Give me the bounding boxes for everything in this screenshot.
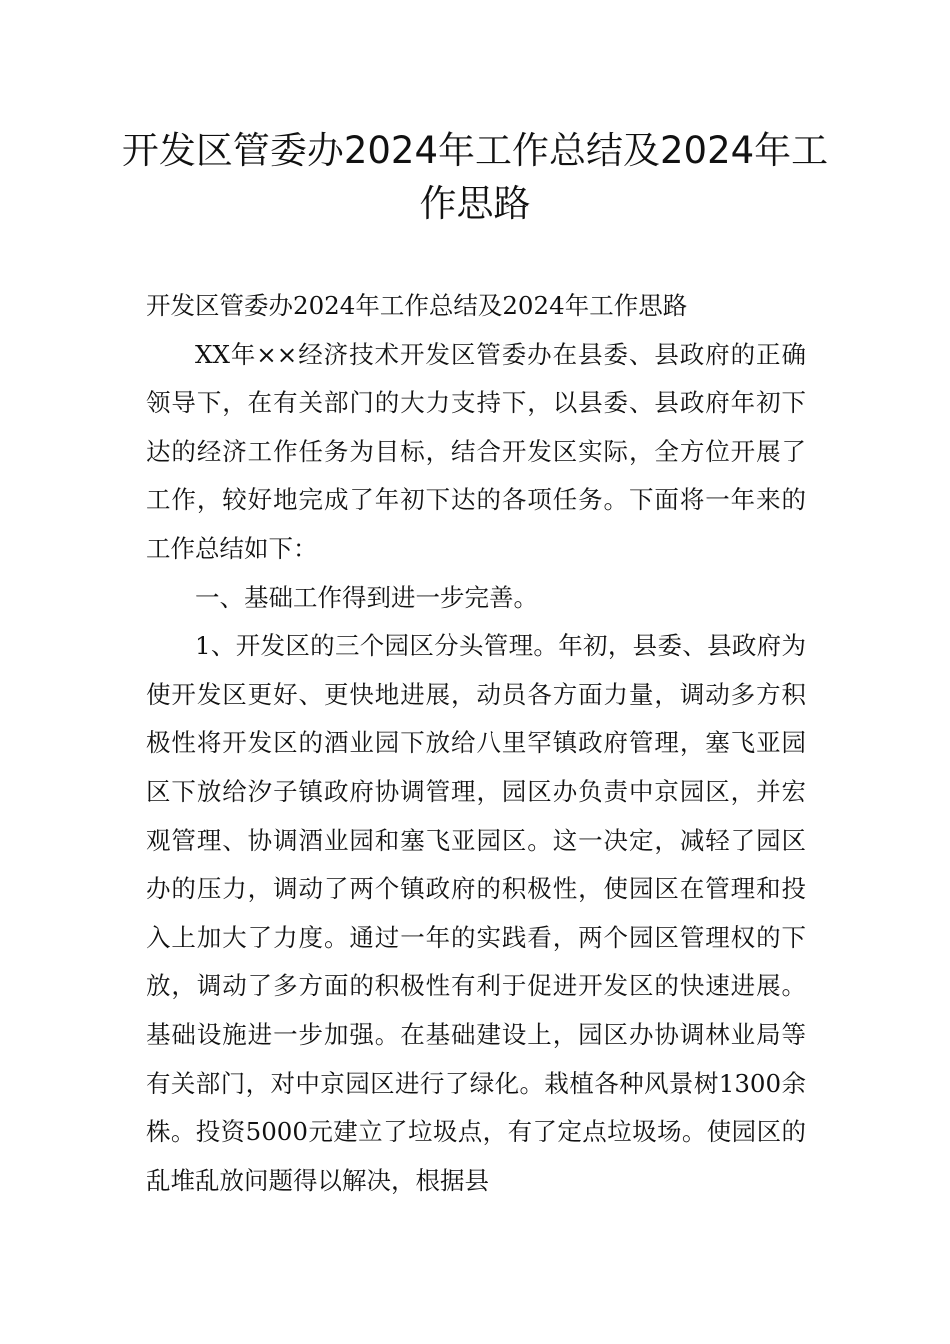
section-heading: 一、基础工作得到进一步完善。 [195, 582, 538, 612]
body-paragraph-item-1: 1、开发区的三个园区分头管理。年初，县委、县政府为使开发区更好、更快地进展，动员各方面力量，调动多方积极性将开发区的酒业园下放给八里罕镇政府管理，塞飞亚园区下放给汐子镇政府协调管理，园区办负责中京园区，并宏观管理、协调酒业园和塞飞亚园区。这一决定，减轻了园区办的压力，调动了两个镇政府的积极性，使园区在管理和投入上加大了力度。通过一年的实践看，两个园区管理权的下放，调动了多方面的积极性有利于促进开发区的快速进展。基础设施进一步加强。在基础建设上，园区办协调林业局等有关部门，对中京园区进行了绿化。栽植各种风景树1300余株。投资5000元建立了垃圾点，有了定点垃圾场。使园区的乱堆乱放问题得以解决，根据县 [146, 631, 806, 1195]
body-paragraph-intro: XX年××经济技术开发区管委办在县委、县政府的正确领导下，在有关部门的大力支持下，以县委、县政府年初下达的经济工作任务为目标，结合开发区实际，全方位开展了工作，较好地完成了年初下达的各项任务。下面将一年来的工作总结如下： [146, 339, 806, 563]
body-paragraph-heading: 开发区管委办2024年工作总结及2024年工作思路 [146, 291, 688, 320]
document-title: 开发区管委办2024年工作总结及2024年工作思路 [121, 129, 829, 225]
document-body [146, 282, 806, 1205]
